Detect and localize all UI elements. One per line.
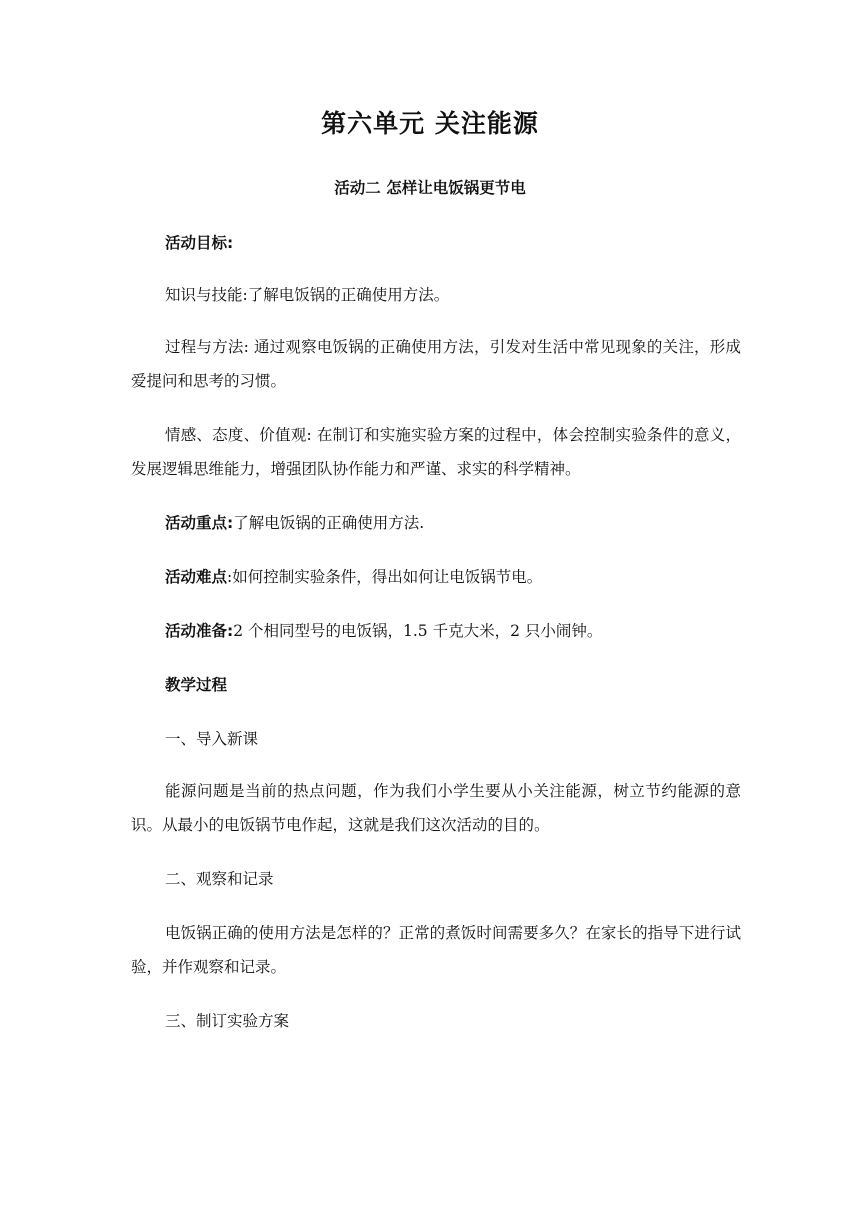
- section-3-heading: 三、制订实验方案: [165, 1012, 290, 1030]
- objectives-heading: 活动目标:: [165, 234, 234, 252]
- difficulty-paragraph: [131, 560, 741, 594]
- emotion-values-paragraph: 情感、态度、价值观: 在制订和实施实验方案的过程中，体会控制实验条件的意义，发展逻辑思维能力，增强团队协作能力和严谨、求实的科学精神。: [131, 426, 741, 478]
- preparation-text: 2 个相同型号的电饭锅，1.5 千克大米，2 只小闹钟。: [233, 622, 603, 640]
- document-title: 第六单元 关注能源: [321, 109, 539, 138]
- preparation-label: 活动准备:: [165, 622, 234, 640]
- section-1-heading: 一、导入新课: [165, 730, 259, 748]
- section-2-heading: 二、观察和记录: [165, 870, 274, 888]
- process-method-paragraph: 过程与方法: 通过观察电饭锅的正确使用方法，引发对生活中常见现象的关注，形成爱提问和思考的习惯。: [131, 338, 741, 390]
- difficulty-label: 活动难点: [165, 568, 228, 586]
- activity-subtitle: 活动二 怎样让电饭锅更节电: [334, 179, 526, 197]
- section-2-paragraph: 电饭锅正确的使用方法是怎样的？正常的煮饭时间需要多久？在家长的指导下进行试验，并作观察和记录。: [131, 924, 741, 976]
- key-point-label: 活动重点:: [165, 514, 234, 532]
- key-point-text: 了解电饭锅的正确使用方法.: [233, 514, 425, 532]
- knowledge-skills-paragraph: 知识与技能:了解电饭锅的正确使用方法。: [165, 286, 450, 304]
- teaching-process-heading: 教学过程: [165, 676, 228, 694]
- difficulty-text: :如何控制实验条件，得出如何让电饭锅节电。: [227, 568, 543, 586]
- key-point-paragraph: [131, 506, 741, 540]
- section-1-paragraph: 能源问题是当前的热点问题，作为我们小学生要从小关注能源，树立节约能源的意识。从最小的电饭锅节电作起，这就是我们这次活动的目的。: [131, 782, 741, 834]
- preparation-paragraph: [131, 614, 741, 648]
